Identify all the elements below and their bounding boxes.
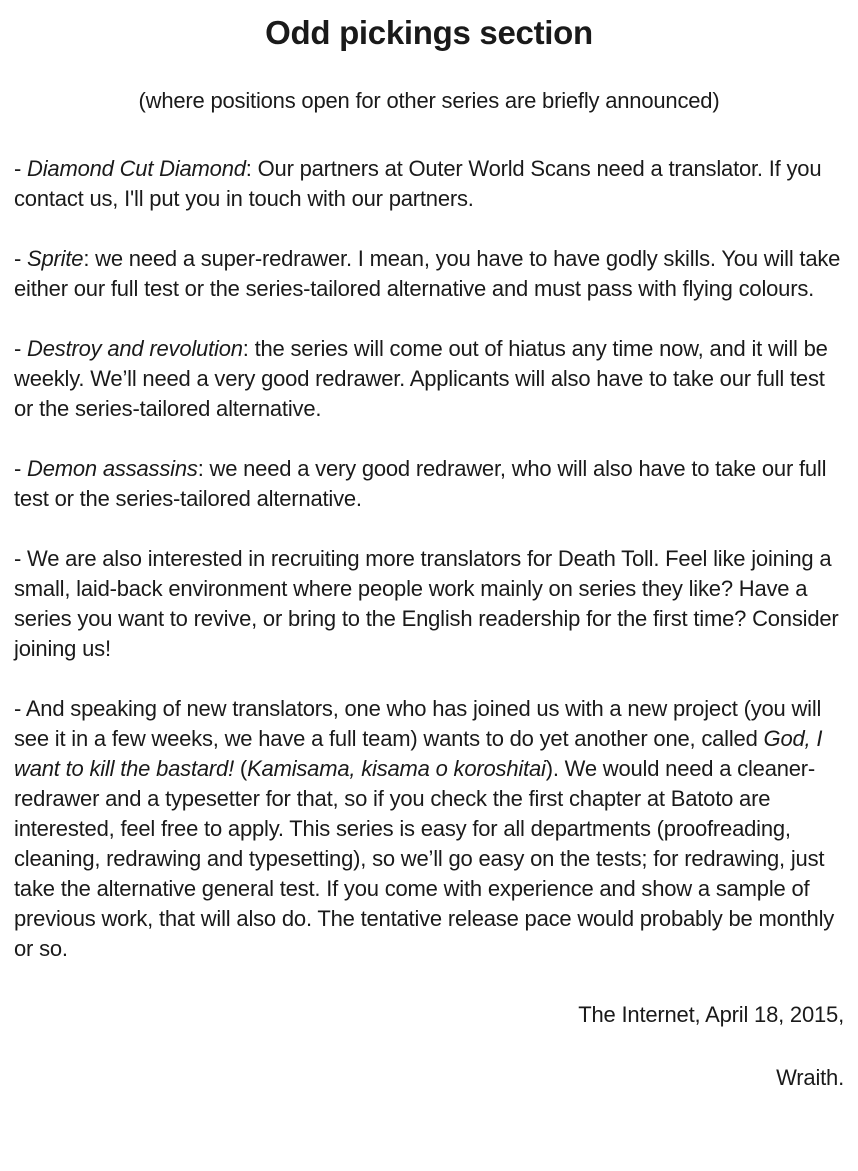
paragraph-sprite	[14, 244, 844, 304]
paragraph-text: -	[14, 246, 28, 271]
series-title-text: God, I want to kill the bastard!	[14, 726, 823, 781]
paragraph-text: : the series will come out of hiatus any time now, and it will be weekly. We’ll need a very good redrawer. Applicants will also have to take our full test or the series-tailored alternative.	[14, 336, 828, 421]
paragraph-text: -	[14, 156, 28, 181]
paragraph-diamond-cut-diamond	[14, 154, 844, 214]
paragraph-demon-assassins	[14, 454, 844, 514]
series-title-text: Diamond Cut Diamond	[27, 156, 246, 181]
signature-name: Wraith.	[776, 1065, 844, 1090]
paragraph-new-project	[14, 694, 844, 964]
page-title: Odd pickings section	[265, 14, 593, 51]
series-title-text: Demon assassins	[27, 456, 198, 481]
paragraph-death-toll-translators	[14, 544, 844, 664]
signature-dateline: The Internet, April 18, 2015,	[578, 1002, 844, 1027]
paragraph-text: ). We would need a cleaner-redrawer and a typesetter for that, so if you check the first chapter at Batoto are interested, feel free to apply. This series is easy for all departments (proofreading, cleaning, redrawing and typesetting), so we’ll go easy on the tests; for redrawing, just take the alternative general test. If you come with experience and show a sample of previous work, that will also do. The tentative release pace would probably be monthly or so.	[14, 756, 835, 961]
signature-block	[14, 1000, 844, 1093]
paragraph-text: -	[14, 336, 28, 361]
paragraph-destroy-and-revolution	[14, 334, 844, 424]
body-paragraphs	[14, 154, 844, 964]
paragraph-text: : we need a super-redrawer. I mean, you have to have godly skills. You will take either our full test or the series-tailored alternative and must pass with flying colours.	[14, 246, 841, 301]
paragraph-text: -	[14, 456, 28, 481]
paragraph-text: : Our partners at Outer World Scans need a translator. If you contact us, I'll put you in touch with our partners.	[14, 156, 822, 211]
series-title-text: Sprite	[27, 246, 84, 271]
paragraph-text: : we need a very good redrawer, who will also have to take our full test or the series-tailored alternative.	[14, 456, 827, 511]
paragraph-text: (	[234, 756, 248, 781]
series-title-text: Destroy and revolution	[27, 336, 243, 361]
series-title-text: Kamisama, kisama o koroshitai	[247, 756, 546, 781]
page-subtitle: (where positions open for other series are briefly announced)	[138, 88, 720, 113]
paragraph-text: - And speaking of new translators, one who has joined us with a new project (you will see it in a few weeks, we have a full team) wants to do yet another one, called	[14, 696, 822, 751]
paragraph-text: - We are also interested in recruiting more translators for Death Toll. Feel like joining a small, laid-back environment where people work mainly on series they like? Have a series you want to revive, or bring to the English readership for the first time? Consider joining us!	[14, 546, 839, 661]
